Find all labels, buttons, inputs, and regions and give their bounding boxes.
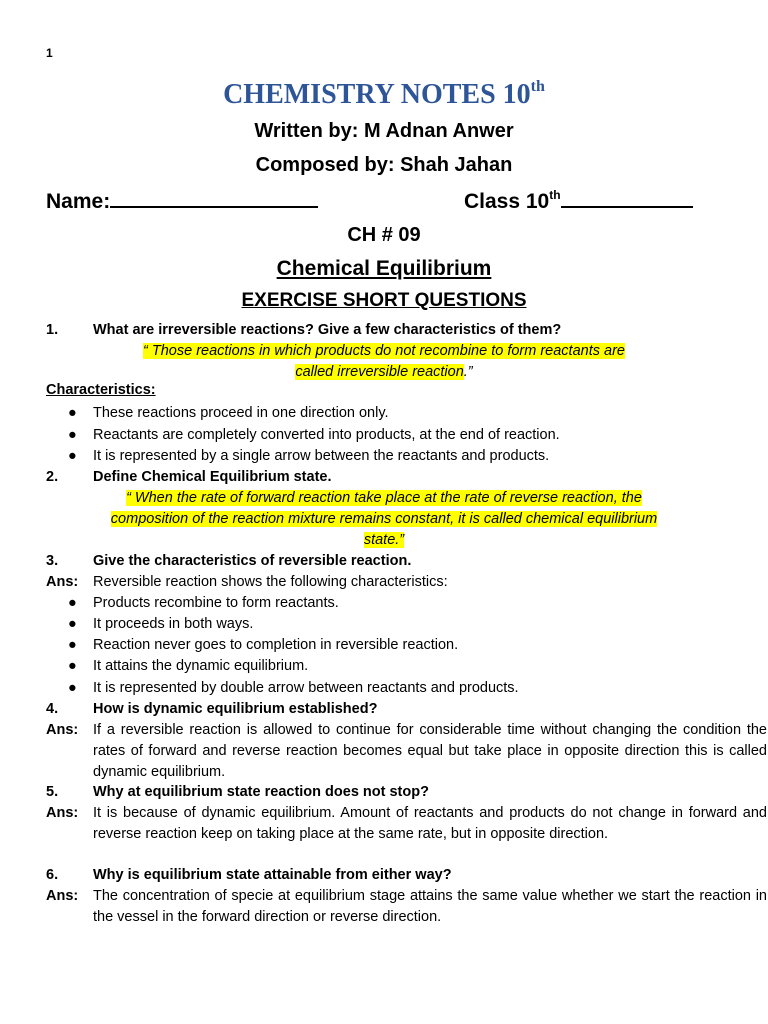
answer-label: Ans:: [46, 722, 79, 738]
definition-2-line-2: [46, 509, 722, 530]
highlighted-text: state.”: [363, 532, 405, 548]
question-text: How is dynamic equilibrium established?: [93, 701, 378, 717]
bullet-icon: ●: [68, 680, 77, 696]
definition-2-line-3: [46, 530, 722, 551]
bullet-icon: ●: [68, 637, 77, 653]
bullet-icon: ●: [68, 658, 77, 674]
bullet-text: It attains the dynamic equilibrium.: [93, 658, 309, 674]
title-text: CHEMISTRY NOTES 10: [223, 79, 531, 110]
composed-by: Composed by: Shah Jahan: [255, 154, 513, 176]
exercise-text: EXERCISE SHORT QUESTIONS: [241, 290, 527, 311]
class-superscript: th: [549, 188, 561, 202]
question-text: What are irreversible reactions? Give a few characteristics of them?: [93, 322, 562, 338]
name-field: [46, 188, 318, 214]
question-text: Give the characteristics of reversible reaction.: [93, 553, 412, 569]
characteristics-heading: Characteristics:: [46, 382, 156, 398]
bullet-text: It is represented by double arrow between reactants and products.: [93, 680, 519, 696]
bullet-icon: ●: [68, 616, 77, 632]
question-number: 3.: [46, 553, 59, 569]
question-number: 4.: [46, 701, 59, 717]
definition-2-line-1: [46, 488, 722, 509]
answer-text: It is because of dynamic equilibrium. Amount of reactants and products do not change in forward and reverse reaction keep on taking place at the same rate, but in opposite direction.: [93, 805, 767, 842]
document-title: [0, 78, 768, 111]
answer-text: The concentration of specie at equilibrium stage attains the same value whether we start the reaction in the vessel in the forward direction or reverse direction.: [93, 888, 767, 925]
bullet-text: Products recombine to form reactants.: [93, 595, 339, 611]
answer-label: Ans:: [46, 888, 79, 904]
title-superscript: th: [530, 78, 545, 95]
highlighted-text: “ Those reactions in which products do not recombine to form reactants are: [143, 343, 625, 359]
bullet-icon: ●: [68, 427, 77, 443]
bullet-icon: ●: [68, 405, 77, 421]
exercise-heading: [0, 290, 768, 312]
answer-text: If a reversible reaction is allowed to continue for considerable time without changing the condition the rates of forward and reverse reaction becomes equal but take place in opposite direction this is called dynamic equilibrium.: [93, 722, 767, 780]
question-number: 5.: [46, 784, 59, 800]
question-number: 1.: [46, 322, 59, 338]
topic-text: Chemical Equilibrium: [276, 257, 492, 280]
page-number: 1: [46, 46, 53, 60]
bullet-text: It is represented by a single arrow between the reactants and products.: [93, 448, 550, 464]
definition-end: .”: [463, 364, 473, 380]
class-field: [464, 188, 693, 214]
question-text: Define Chemical Equilibrium state.: [93, 469, 332, 485]
answer-text: Reversible reaction shows the following characteristics:: [93, 574, 448, 590]
name-label: Name:: [46, 190, 111, 213]
highlighted-text: called irreversible reaction: [295, 364, 464, 380]
bullet-icon: ●: [68, 595, 77, 611]
bullet-text: Reaction never goes to completion in reversible reaction.: [93, 637, 459, 653]
chapter-topic: [0, 257, 768, 281]
bullet-text: Reactants are completely converted into products, at the end of reaction.: [93, 427, 560, 443]
class-label: Class 10: [464, 190, 550, 213]
answer-label: Ans:: [46, 805, 79, 821]
question-text: Why at equilibrium state reaction does not stop?: [93, 784, 429, 800]
written-by: Written by: M Adnan Anwer: [254, 120, 514, 142]
definition-1-line-1: [46, 341, 722, 362]
name-blank: [110, 188, 318, 208]
bullet-text: It proceeds in both ways.: [93, 616, 254, 632]
definition-1-line-2: [46, 362, 722, 383]
highlighted-text: composition of the reaction mixture remains constant, it is called chemical equilibrium: [110, 511, 658, 527]
question-text: Why is equilibrium state attainable from either way?: [93, 867, 452, 883]
question-number: 6.: [46, 867, 59, 883]
question-number: 2.: [46, 469, 59, 485]
highlighted-text: “ When the rate of forward reaction take place at the rate of reverse reaction, the: [126, 490, 642, 506]
answer-label: Ans:: [46, 574, 79, 590]
class-blank: [561, 188, 693, 208]
bullet-text: These reactions proceed in one direction only.: [93, 405, 389, 421]
chapter-number: CH # 09: [347, 224, 421, 246]
bullet-icon: ●: [68, 448, 77, 464]
